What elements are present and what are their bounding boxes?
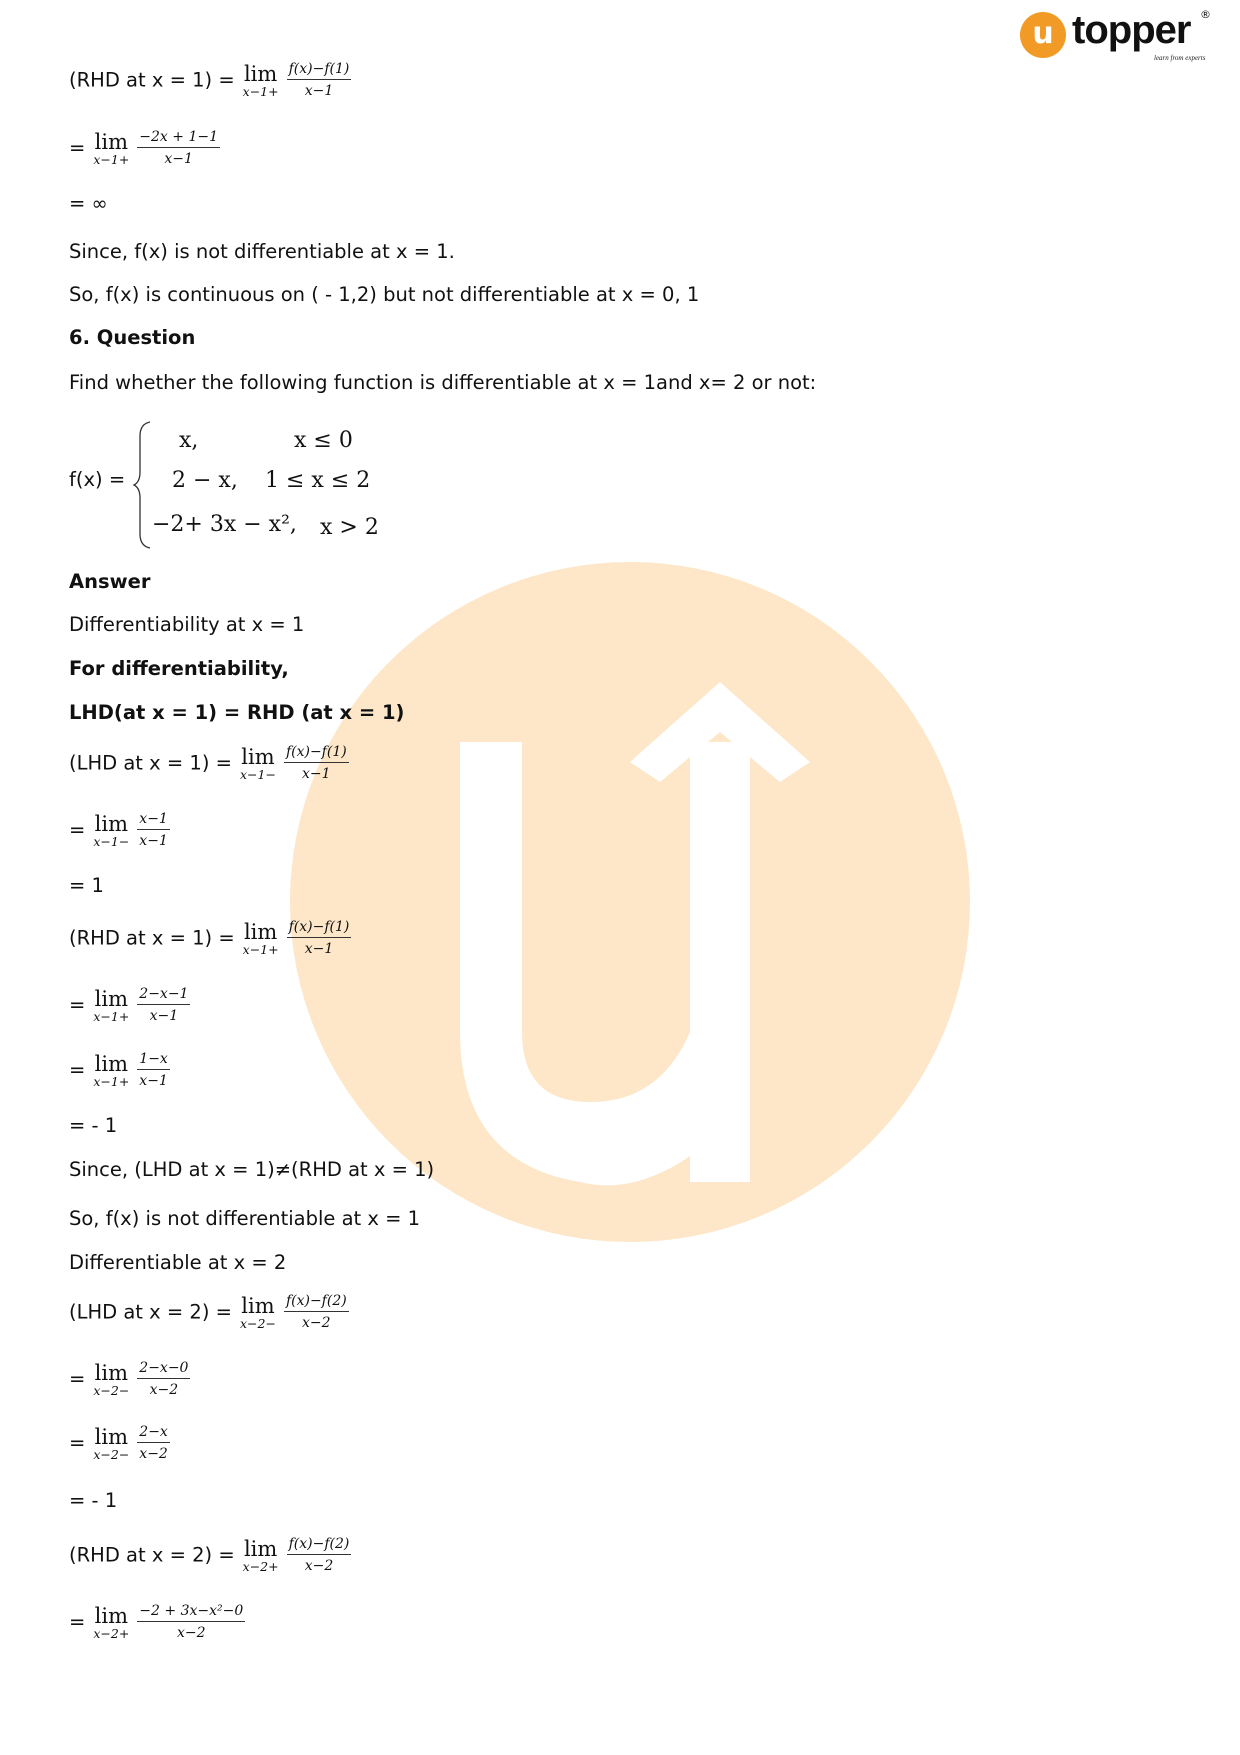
lim-operator: lim x−2−	[239, 1293, 276, 1331]
piece-1-condition: x ≤ 0	[294, 428, 353, 453]
lim-operator: lim x−2−	[93, 1360, 130, 1398]
eq-label: (RHD at x = 1) =	[69, 68, 235, 92]
eq-rhd-x1-definition-2: (RHD at x = 1) = lim x−1+ $\frac{f(x)-f(1)}{x-1}$	[69, 919, 350, 957]
left-brace	[132, 420, 154, 550]
logo-tagline: learn from experts	[1154, 54, 1206, 62]
eq-rhd-x1-step-2: = lim x−1+ $\frac{1-x}{x-1}$	[69, 1051, 168, 1089]
eq-lhd-x2-definition: (LHD at x = 2) = lim x−2− $\frac{f(x)-f(2)}{x-2}$	[69, 1293, 347, 1331]
lim-operator: lim x−1+	[93, 986, 130, 1024]
piece-3-condition: x > 2	[320, 515, 379, 540]
topper-logo[interactable]	[1020, 8, 1220, 68]
lim-operator: lim x−2+	[242, 1536, 279, 1574]
lim-operator: lim x−1+	[93, 129, 130, 167]
eq-rhd-x1-definition	[69, 60, 351, 100]
eq-rhd-x1-step-1: = lim x−1+ $\frac{2-x-1}{x-1}$	[69, 986, 189, 1024]
eq-result-one: = 1	[69, 874, 104, 897]
lim-operator: lim x−1+	[242, 919, 279, 957]
watermark-logo	[290, 562, 970, 1242]
lim-operator: lim x−1+	[242, 61, 279, 99]
piece-2-condition: 1 ≤ x ≤ 2	[265, 468, 371, 493]
equals-sign: =	[69, 136, 86, 160]
watermark-arrow-shaft	[690, 742, 750, 1182]
fraction: $\frac{f(x)-f(1)}{x-1}$	[285, 744, 347, 782]
lim-operator: lim x−1−	[239, 744, 276, 782]
fraction: $\frac{x-1}{x-1}$	[139, 811, 168, 849]
lim-operator: lim x−1−	[93, 811, 130, 849]
fraction: $\frac{2-x}{x-2}$	[139, 1424, 168, 1462]
text-diff-at-2: Differentiable at x = 2	[69, 1251, 287, 1274]
fraction: $\frac{\text{−2 + 3x−x²−0}}{x-2}$	[139, 1603, 244, 1641]
lim-operator: lim x−2+	[93, 1603, 130, 1641]
eq-infinity: = ∞	[69, 192, 108, 215]
logo-wordmark: topper	[1072, 8, 1191, 52]
fraction: $\frac{-2x + 1-1}{x-1}$	[139, 129, 219, 167]
lim-operator: lim x−2−	[93, 1424, 130, 1462]
text-continuous: So, f(x) is continuous on ( - 1,2) but not differentiable at x = 0, 1	[69, 283, 700, 306]
eq-result-minus-one: = - 1	[69, 1114, 118, 1137]
fraction: $\frac{2-x-0}{x-2}$	[139, 1360, 189, 1398]
fx-label: f(x) =	[69, 468, 126, 491]
fraction: $\frac{f(x)-f(2)}{x-2}$	[288, 1536, 350, 1574]
eq-rhd-step	[69, 128, 220, 168]
eq-lhd-x2-step-1: = lim x−2− $\frac{2-x-0}{x-2}$	[69, 1360, 189, 1398]
fraction: $\frac{f(x)-f(1)}{x-1}$	[288, 919, 350, 957]
piece-2-expression: 2 − x,	[172, 468, 238, 493]
eq-lhd-x2-step-2: = lim x−2− $\frac{2-x}{x-2}$	[69, 1424, 168, 1462]
text-diff-at-1: Differentiability at x = 1	[69, 613, 305, 636]
eq-lhd-x1-step: = lim x−1− $\frac{x-1}{x-1}$	[69, 811, 168, 849]
fraction: $\frac{1-x}{x-1}$	[139, 1051, 168, 1089]
eq-rhd-x2-definition: (RHD at x = 2) = lim x−2+ $\frac{f(x)-f(2)}{x-2}$	[69, 1536, 350, 1574]
text-lhd-equals-rhd: LHD(at x = 1) = RHD (at x = 1)	[69, 701, 405, 724]
answer-heading: Answer	[69, 570, 151, 593]
fraction: $\frac{2-x-1}{x-1}$	[139, 986, 189, 1024]
lim-operator: lim x−1+	[93, 1051, 130, 1089]
text-not-diff-at-1: So, f(x) is not differentiable at x = 1	[69, 1207, 421, 1230]
fraction: $\frac{f(x)-f(2)}{x-2}$	[285, 1293, 347, 1331]
piece-1-expression: x,	[179, 428, 199, 453]
logo-registered-mark: ®	[1200, 8, 1211, 21]
question-text: Find whether the following function is differentiable at x = 1and x= 2 or not:	[69, 371, 817, 394]
text-lhd-ne-rhd: Since, (LHD at x = 1)≠(RHD at x = 1)	[69, 1158, 435, 1181]
text-for-differentiability: For differentiability,	[69, 657, 289, 680]
piece-3-expression: −2+ 3x − x²,	[152, 512, 297, 537]
logo-u-letter: u	[1032, 16, 1054, 51]
text-not-differentiable: Since, f(x) is not differentiable at x = 1.	[69, 240, 455, 263]
eq-rhd-x2-step-1: = lim x−2+ $\frac{\text{−2 + 3x−x²−0}}{x-2}$	[69, 1603, 244, 1641]
fraction: $\frac{f(x)-f(1)}{x-1}$	[288, 61, 350, 99]
eq-lhd-x1-definition: (LHD at x = 1) = lim x−1− $\frac{f(x)-f(1)}{x-1}$	[69, 744, 347, 782]
question-heading: 6. Question	[69, 326, 196, 349]
eq-result-minus-one-2: = - 1	[69, 1489, 118, 1512]
